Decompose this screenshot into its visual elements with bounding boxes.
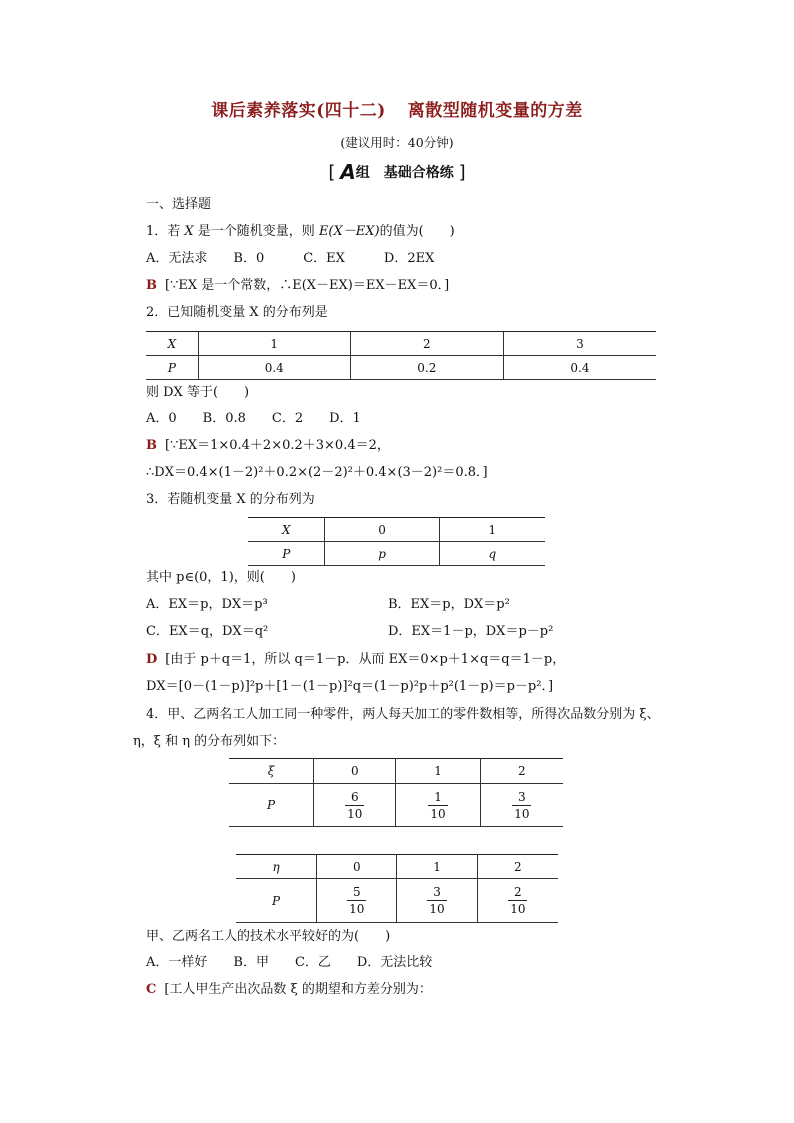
fraction: $\frac{3}{10}$ — [429, 885, 445, 916]
q4-stem-2: η，ξ 和 η 的分布列如下： — [133, 734, 286, 749]
title-right: 离散型随机变量的方差 — [407, 101, 583, 121]
q4-solution: C [工人甲生产出次品数 ξ 的期望和方差分别为： — [146, 982, 432, 997]
fraction: $\frac{6}{10}$ — [347, 789, 363, 821]
q3-condition: 其中 p∈(0，1)，则( ) — [146, 570, 296, 585]
q2-distribution-table: X 1 2 3 P 0.4 0.2 0.4 — [146, 331, 656, 380]
q4-ask: 甲、乙两名工人的技术水平较好的为( ) — [146, 929, 391, 944]
q2-ask: 则 DX 等于( ) — [146, 385, 250, 400]
q1-stem: 1．若 X 是一个随机变量，则 E(X－EX)的值为( ) — [146, 224, 455, 239]
group-label: 组 基础合格练 — [355, 165, 454, 181]
q3-option-d: D．EX＝1－p，DX＝p－p² — [388, 624, 554, 639]
q3-option-b: B．EX＝p，DX＝p² — [388, 597, 510, 612]
q4-xi-table: ξ 0 1 2 P $\frac{6}{10}$ $\frac{1}{10}$ $\frac{3}{10}$ — [229, 758, 563, 827]
q3-distribution-table: X 0 1 P p q — [248, 517, 545, 566]
q3-option-a: A．EX＝p，DX＝p³ — [146, 597, 268, 612]
q4-eta-table: η 0 1 2 P $\frac{5}{10}$ $\frac{3}{10}$ $\frac{2}{10}$ — [236, 854, 558, 923]
page-title — [0, 96, 794, 121]
section-heading: 一、选择题 — [146, 197, 212, 212]
q3-solution-2: DX＝[0－(1－p)]²p＋[1－(1－p)]²q＝(1－p)²p＋p²(1－p)＝p－p²．] — [146, 679, 554, 694]
bracket-close: ] — [458, 162, 466, 183]
q1-options: A．无法求 B．0 C．EX D．2EX — [146, 251, 435, 266]
q2-solution-1: B [∵EX＝1×0.4＋2×0.2＋3×0.4＝2， — [146, 438, 390, 453]
q3-option-c: C．EX＝q，DX＝q² — [146, 624, 269, 639]
q2-solution-2: ∴DX＝0.4×(1－2)²＋0.2×(2－2)²＋0.4×(3－2)²＝0.8．] — [146, 465, 488, 480]
fraction: $\frac{5}{10}$ — [349, 885, 365, 916]
fraction: $\frac{1}{10}$ — [430, 789, 446, 821]
title-left: 课后素养落实(四十二) — [211, 101, 386, 121]
q4-stem-1: 4．甲、乙两名工人加工同一种零件，两人每天加工的零件数相等，所得次品数分别为 ξ、 — [146, 707, 660, 722]
group-heading — [0, 160, 794, 184]
fraction: $\frac{2}{10}$ — [510, 885, 526, 916]
bracket-open: [ — [328, 162, 336, 183]
q4-options: A．一样好 B．甲 C．乙 D．无法比较 — [146, 955, 433, 970]
q3-stem: 3．若随机变量 X 的分布列为 — [146, 492, 315, 507]
suggested-time: (建议用时：40分钟) — [340, 135, 454, 150]
q1-solution: B [∵EX 是一个常数，∴E(X－EX)＝EX－EX＝0．] — [146, 278, 450, 293]
q3-solution-1: D [由于 p＋q＝1，所以 q＝1－p．从而 EX＝0×p＋1×q＝q＝1－p， — [146, 652, 566, 667]
q2-stem: 2．已知随机变量 X 的分布列是 — [146, 305, 328, 320]
fraction: $\frac{3}{10}$ — [514, 789, 530, 821]
q2-options: A．0 B．0.8 C．2 D．1 — [146, 411, 361, 426]
group-letter: A — [340, 160, 356, 184]
